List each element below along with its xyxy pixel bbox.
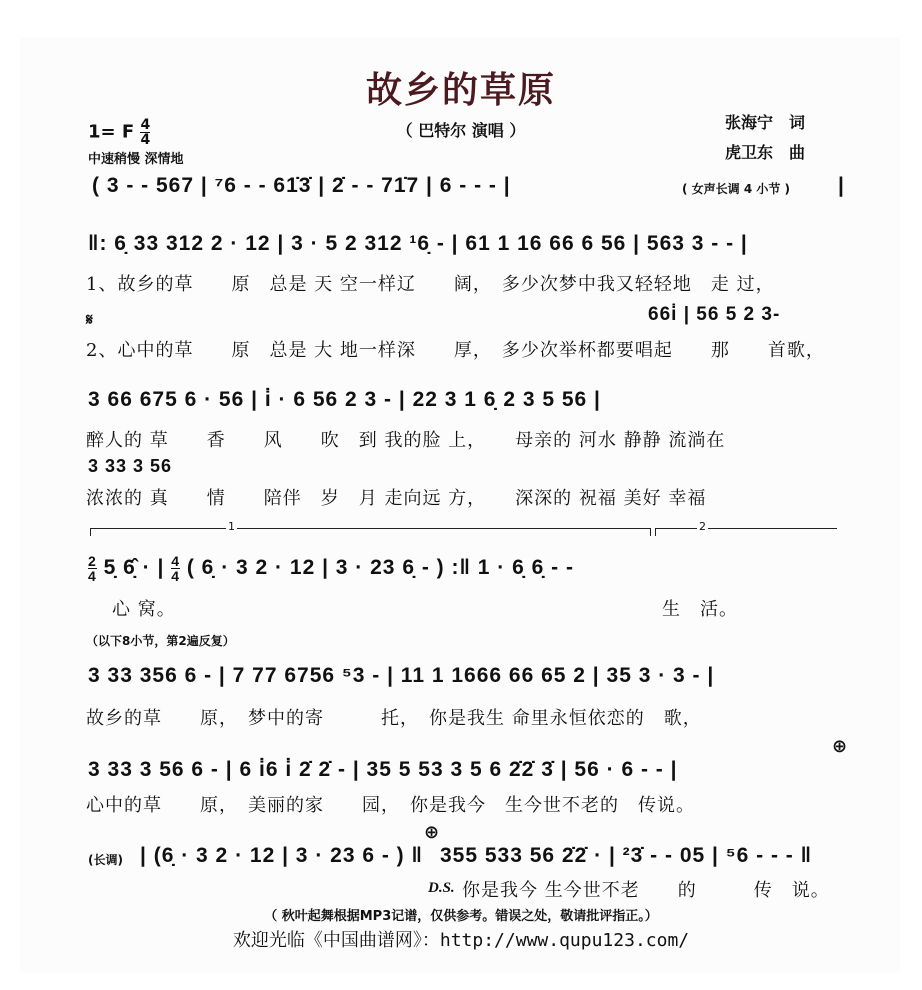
- time-signature-2-4: $\frac{2}{4}$: [88, 553, 97, 584]
- segno-icon: 𝄋: [86, 310, 93, 329]
- repeat-note: （以下8小节，第2遍反复）: [86, 634, 235, 648]
- key: 1= F: [88, 121, 135, 143]
- composer: 虎卫东 曲: [725, 143, 806, 162]
- lyric-chorus-row1: 故乡的草 原， 梦中的寄 托， 你是我生 命里永恒依恋的 歌，: [86, 708, 702, 729]
- disclaimer: （ 秋叶起舞根据MP3记谱，仅供参考。错误之处，敬请批评指正。）: [264, 909, 658, 924]
- volta-1-bracket: [90, 528, 91, 536]
- volta-2-bracket: [655, 528, 656, 536]
- site-link[interactable]: http://www.qupu123.com/: [439, 930, 690, 951]
- verse2-variant-notes: 66i̇ | 56 5 2 3-: [648, 304, 781, 325]
- coda-icon: ⊕: [832, 736, 848, 757]
- verse-notes-row1: ‖: 6̣ 33 312 2 · 12 | 3 · 5 2 312 ¹6̣ - | 61 1 16 66 6 56 | 563 3 - - |: [88, 232, 748, 255]
- lyricist: 张海宁 词: [725, 113, 806, 132]
- verse-notes-row2: 3 66 675 6 · 56 | i̇ · 6 56 2 3 - | 22 3 1 6̣ 2 3 5 56 |: [88, 388, 601, 411]
- volta-2-number: 2: [699, 520, 706, 533]
- volta-1-line: [90, 528, 650, 529]
- lyric-verse1-row1: 1、故乡的草 原 总是 天 空一样辽 阔， 多少次梦中我又轻轻地 走 过，: [86, 274, 775, 295]
- ending-notes: $\frac{2}{4}$ 5̣ 6̣̂ · | $\frac{4}{4}$ ( 6̣ · 3 2 · 12 | 3 · 23 6̣ - ) :‖ 1 · 6̣ 6̣ - -: [88, 553, 574, 584]
- chorus-notes-row2: 3 33 3 56 6 - | 6 i̇6 i̇ 2̇ 2̇ - | 35 5 53 3 5 6 2̇2̇ 3̇ | 56 · 6 - - |: [88, 758, 678, 781]
- lyric-verse1-row2: 醉人的 草 香 风 吹 到 我的脸 上， 母亲的 河水 静静 流淌在: [86, 430, 726, 451]
- time-signature: $\frac{4}{4}$: [140, 117, 151, 148]
- bar-line: |: [838, 174, 845, 197]
- lyric-ending-1: 心 窝。: [112, 599, 176, 620]
- footer-welcome: [0, 926, 922, 952]
- intro-annotation: ( 女声长调 4 小节 ): [682, 182, 791, 196]
- ds-marking: D.S.: [428, 880, 455, 896]
- key-signature: [88, 118, 150, 147]
- coda-icon-2: ⊕: [424, 822, 440, 843]
- long-tune-label: (长调): [88, 853, 123, 867]
- performer: （ 巴特尔 演唱 ）: [396, 121, 526, 140]
- song-title: 故乡的草原: [365, 70, 556, 111]
- chorus-notes-row1: 3 33 356 6 - | 7 77 6756 ⁵3 - | 11 1 1666 66 65 2 | 35 3 · 3 - |: [88, 664, 715, 687]
- lyric-ending-2: 生 活。: [662, 599, 738, 620]
- lyric-chorus-row2: 心中的草 原， 美丽的家 园， 你是我今 生今世不老的 传说。: [86, 795, 695, 816]
- lyric-verse2-row1: 2、心中的草 原 总是 大 地一样深 厚， 多少次举杯都要唱起 那 首歌，: [86, 340, 825, 361]
- lyric-coda: 你是我今 生今世不老 的 传 说。: [462, 880, 830, 901]
- volta-1-number: 1: [228, 520, 235, 533]
- lyric-verse2-row2: 浓浓的 真 情 陪伴 岁 月 走向远 方， 深深的 祝福 美好 幸福: [86, 488, 707, 509]
- coda-notes-a: | (6̣ · 3 2 · 12 | 3 · 23 6 - ) ‖: [140, 844, 423, 867]
- volta-1-end: [650, 528, 651, 536]
- time-signature-4-4: $\frac{4}{4}$: [171, 553, 181, 584]
- welcome-text: 欢迎光临《中国曲谱网》：: [232, 930, 440, 951]
- verse2-variant-notes-row2: 3 33 3 56: [88, 456, 173, 476]
- coda-notes-b: 355 533 56 2̇2̇ · | ²3̇ - - 05 | ⁵6 - - - ‖: [440, 844, 813, 867]
- tempo-marking: 中速稍慢 深情地: [88, 152, 184, 167]
- intro-notes: ( 3 - - 567 | ⁷6 - - 61̇3̇ | 2̇ - - 71̇7 | 6 - - - |: [92, 174, 511, 197]
- volta-2-line: [655, 528, 837, 529]
